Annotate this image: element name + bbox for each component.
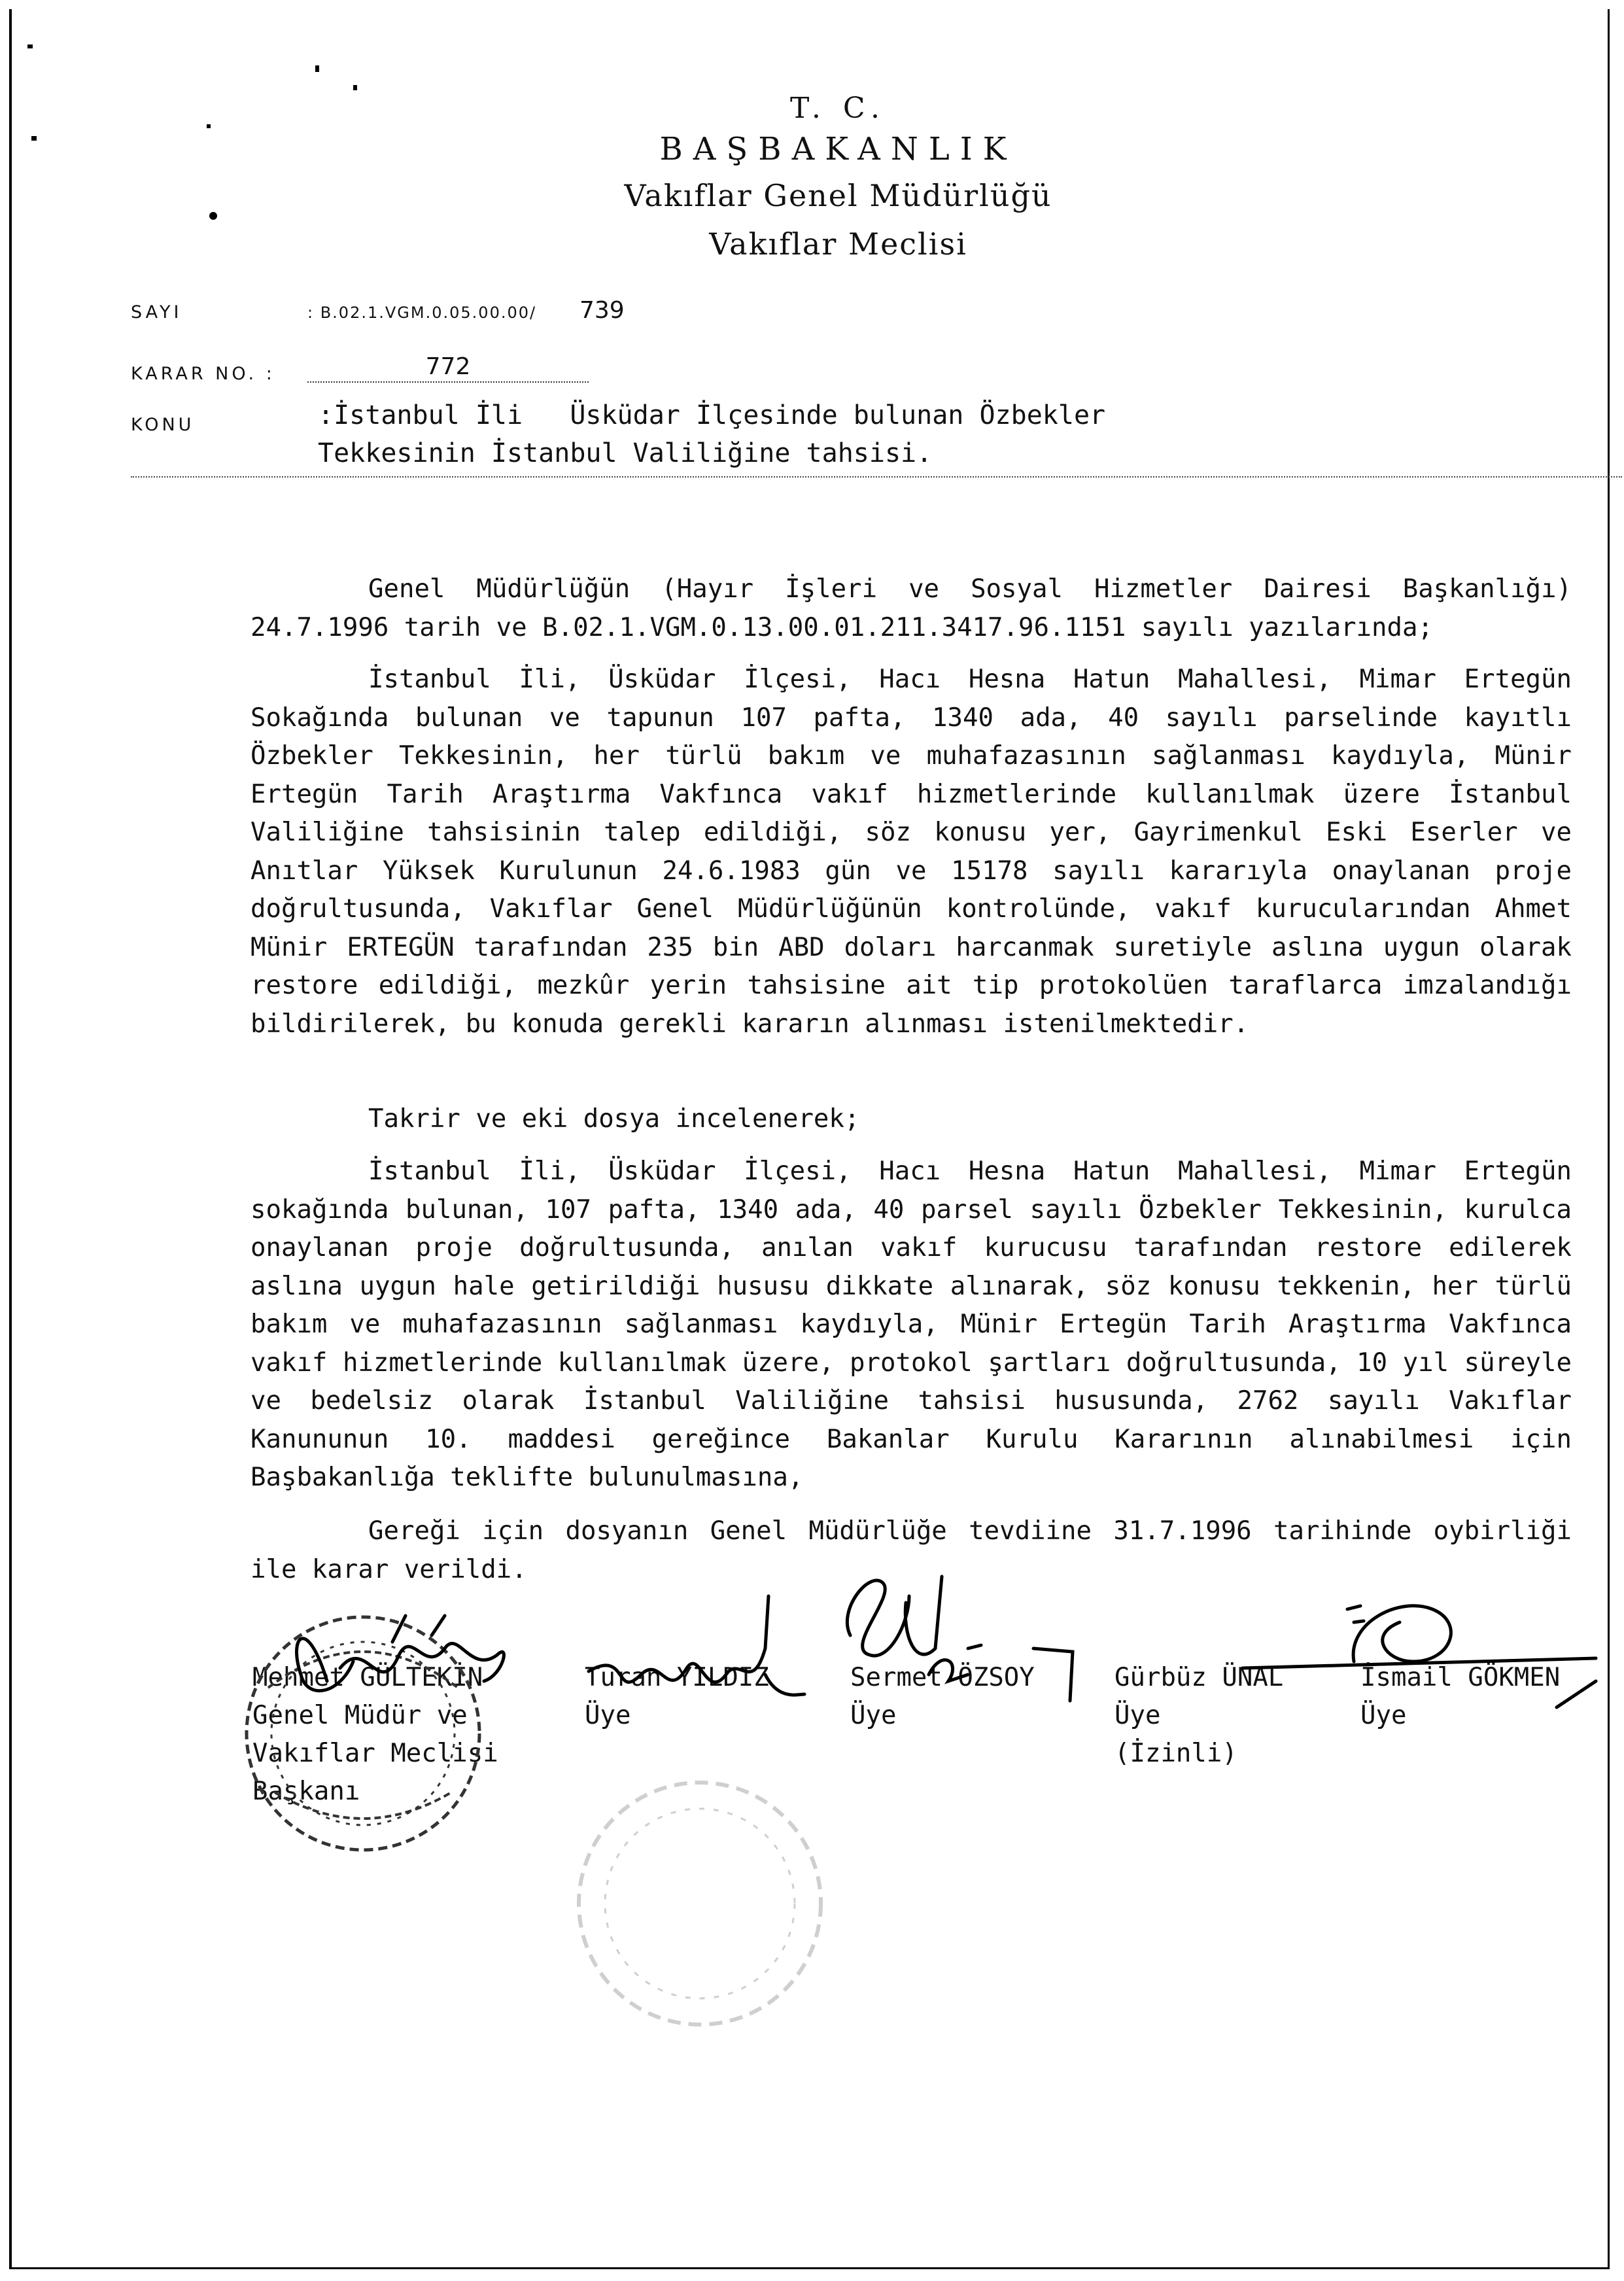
signatory-name: Turan YILDIZ [585, 1663, 769, 1692]
signatory-2 [585, 1659, 769, 1735]
signatory-role: Vakıflar Meclisi [252, 1739, 498, 1768]
karar-label: KARAR NO. : [131, 364, 275, 384]
konu-line-2: Tekkesinin İstanbul Valiliğine tahsisi. [318, 438, 933, 468]
signatory-role: Üye [1114, 1701, 1161, 1730]
signatory-role: Üye [850, 1701, 897, 1730]
header-tc: T. C. [790, 92, 886, 125]
header-basbakanlik: BAŞBAKANLIK [659, 131, 1017, 167]
signatory-name: Gürbüz ÜNAL [1114, 1663, 1284, 1692]
konu-divider [131, 476, 1622, 478]
paragraph-4: İstanbul İli, Üsküdar İlçesi, Hacı Hesna Hatun Mahallesi, Mimar Ertegün sokağında bulunan, 107 pafta, 1340 ada, 40 parsel sayılı Özbekler Tekkesinin, kurulca onaylanan proje doğrultusunda, anılan vakıf kurucusu tarafından restore edilerek aslına uygun hale getirildiği hususu dikkate alınarak, söz konusu tekkenin, her türlü bakım ve muhafazasının sağlanması kaydıyla, Münir Ertegün Tarih Araştırma Vakfınca vakıf hizmetlerinde kullanılmak üzere, protokol şartları doğrultusunda, 10 yıl süreyle ve bedelsiz olarak İstanbul Valiliğine tahsisi hususunda, 2762 sayılı Vakıflar Kanununun 10. maddesi gereğince Bakanlar Kurulu Kararının alınabilmesi için Başbakanlığa teklifte bulunulmasına, [251, 1157, 1572, 1492]
sayi-number: 739 [579, 297, 625, 324]
paragraph-5: Gereği için dosyanın Genel Müdürlüğe tevdiine 31.7.1996 tarihinde oybirliği ile karar verildi. [251, 1516, 1572, 1584]
signatory-role: Üye [585, 1701, 631, 1730]
signatory-role: Genel Müdür ve [252, 1701, 468, 1730]
header-council: Vakıflar Meclisi [709, 226, 967, 262]
signatory-4 [1114, 1659, 1283, 1773]
konu-line-1: :İstanbul İli Üsküdar İlçesinde bulunan Özbekler [318, 400, 1106, 430]
signatory-name: İsmail GÖKMEN [1360, 1663, 1561, 1692]
paragraph-3: Takrir ve eki dosya incelenerek; [368, 1104, 860, 1134]
signatory-name: Sermet ÖZSOY [850, 1663, 1035, 1692]
signatory-name: Mehmet GÜLTEKİN [252, 1663, 483, 1692]
signatory-role: (İzinli) [1114, 1739, 1237, 1768]
page-frame [9, 9, 1610, 2269]
signatory-role: Üye [1360, 1701, 1407, 1730]
sayi-label: SAYI [131, 302, 182, 322]
konu-label: KONU [131, 415, 195, 435]
sayi-code: : B.02.1.VGM.0.05.00.00/ [307, 304, 537, 322]
header-directorate: Vakıflar Genel Müdürlüğü [624, 178, 1052, 213]
paragraph-2: İstanbul İli, Üsküdar İlçesi, Hacı Hesna Hatun Mahallesi, Mimar Ertegün Sokağında bulunan ve tapunun 107 pafta, 1340 ada, 40 sayılı parselinde kayıtlı Özbekler Tekkesinin, her türlü bakım ve muhafazasının sağlanması kaydıyla, Münir Ertegün Tarih Araştırma Vakfınca vakıf hizmetlerinde kullanılmak üzere İstanbul Valiliğine tahsisinin talep edildiği, söz konusu yer, Gayrimenkul Eski Eserler ve Anıtlar Yüksek Kurulunun 24.6.1983 gün ve 15178 sayılı kararıyla onaylanan proje doğrultusunda, Vakıflar Genel Müdürlüğünün kontrolünde, vakıf kurucularından Ahmet Münir ERTEGÜN tarafından 235 bin ABD doları harcanmak suretiyle aslına uygun olarak restore edildiği, mezkûr yerin tahsisine ait tip protokolüen taraflarca imzalandığı bildirilerek, bu konuda gerekli kararın alınması istenilmektedir. [251, 665, 1572, 1039]
signatory-3 [850, 1659, 1035, 1735]
paragraph-1: Genel Müdürlüğün (Hayır İşleri ve Sosyal Hizmetler Dairesi Başkanlığı) 24.7.1996 tarih ve B.02.1.VGM.0.13.00.01.211.3417.96.1151 sayılı yazılarında; [251, 574, 1572, 642]
karar-value: 772 [307, 353, 589, 383]
signatory-5 [1360, 1659, 1560, 1735]
signatory-1 [252, 1659, 498, 1811]
signatory-role: Başkanı [252, 1777, 360, 1806]
